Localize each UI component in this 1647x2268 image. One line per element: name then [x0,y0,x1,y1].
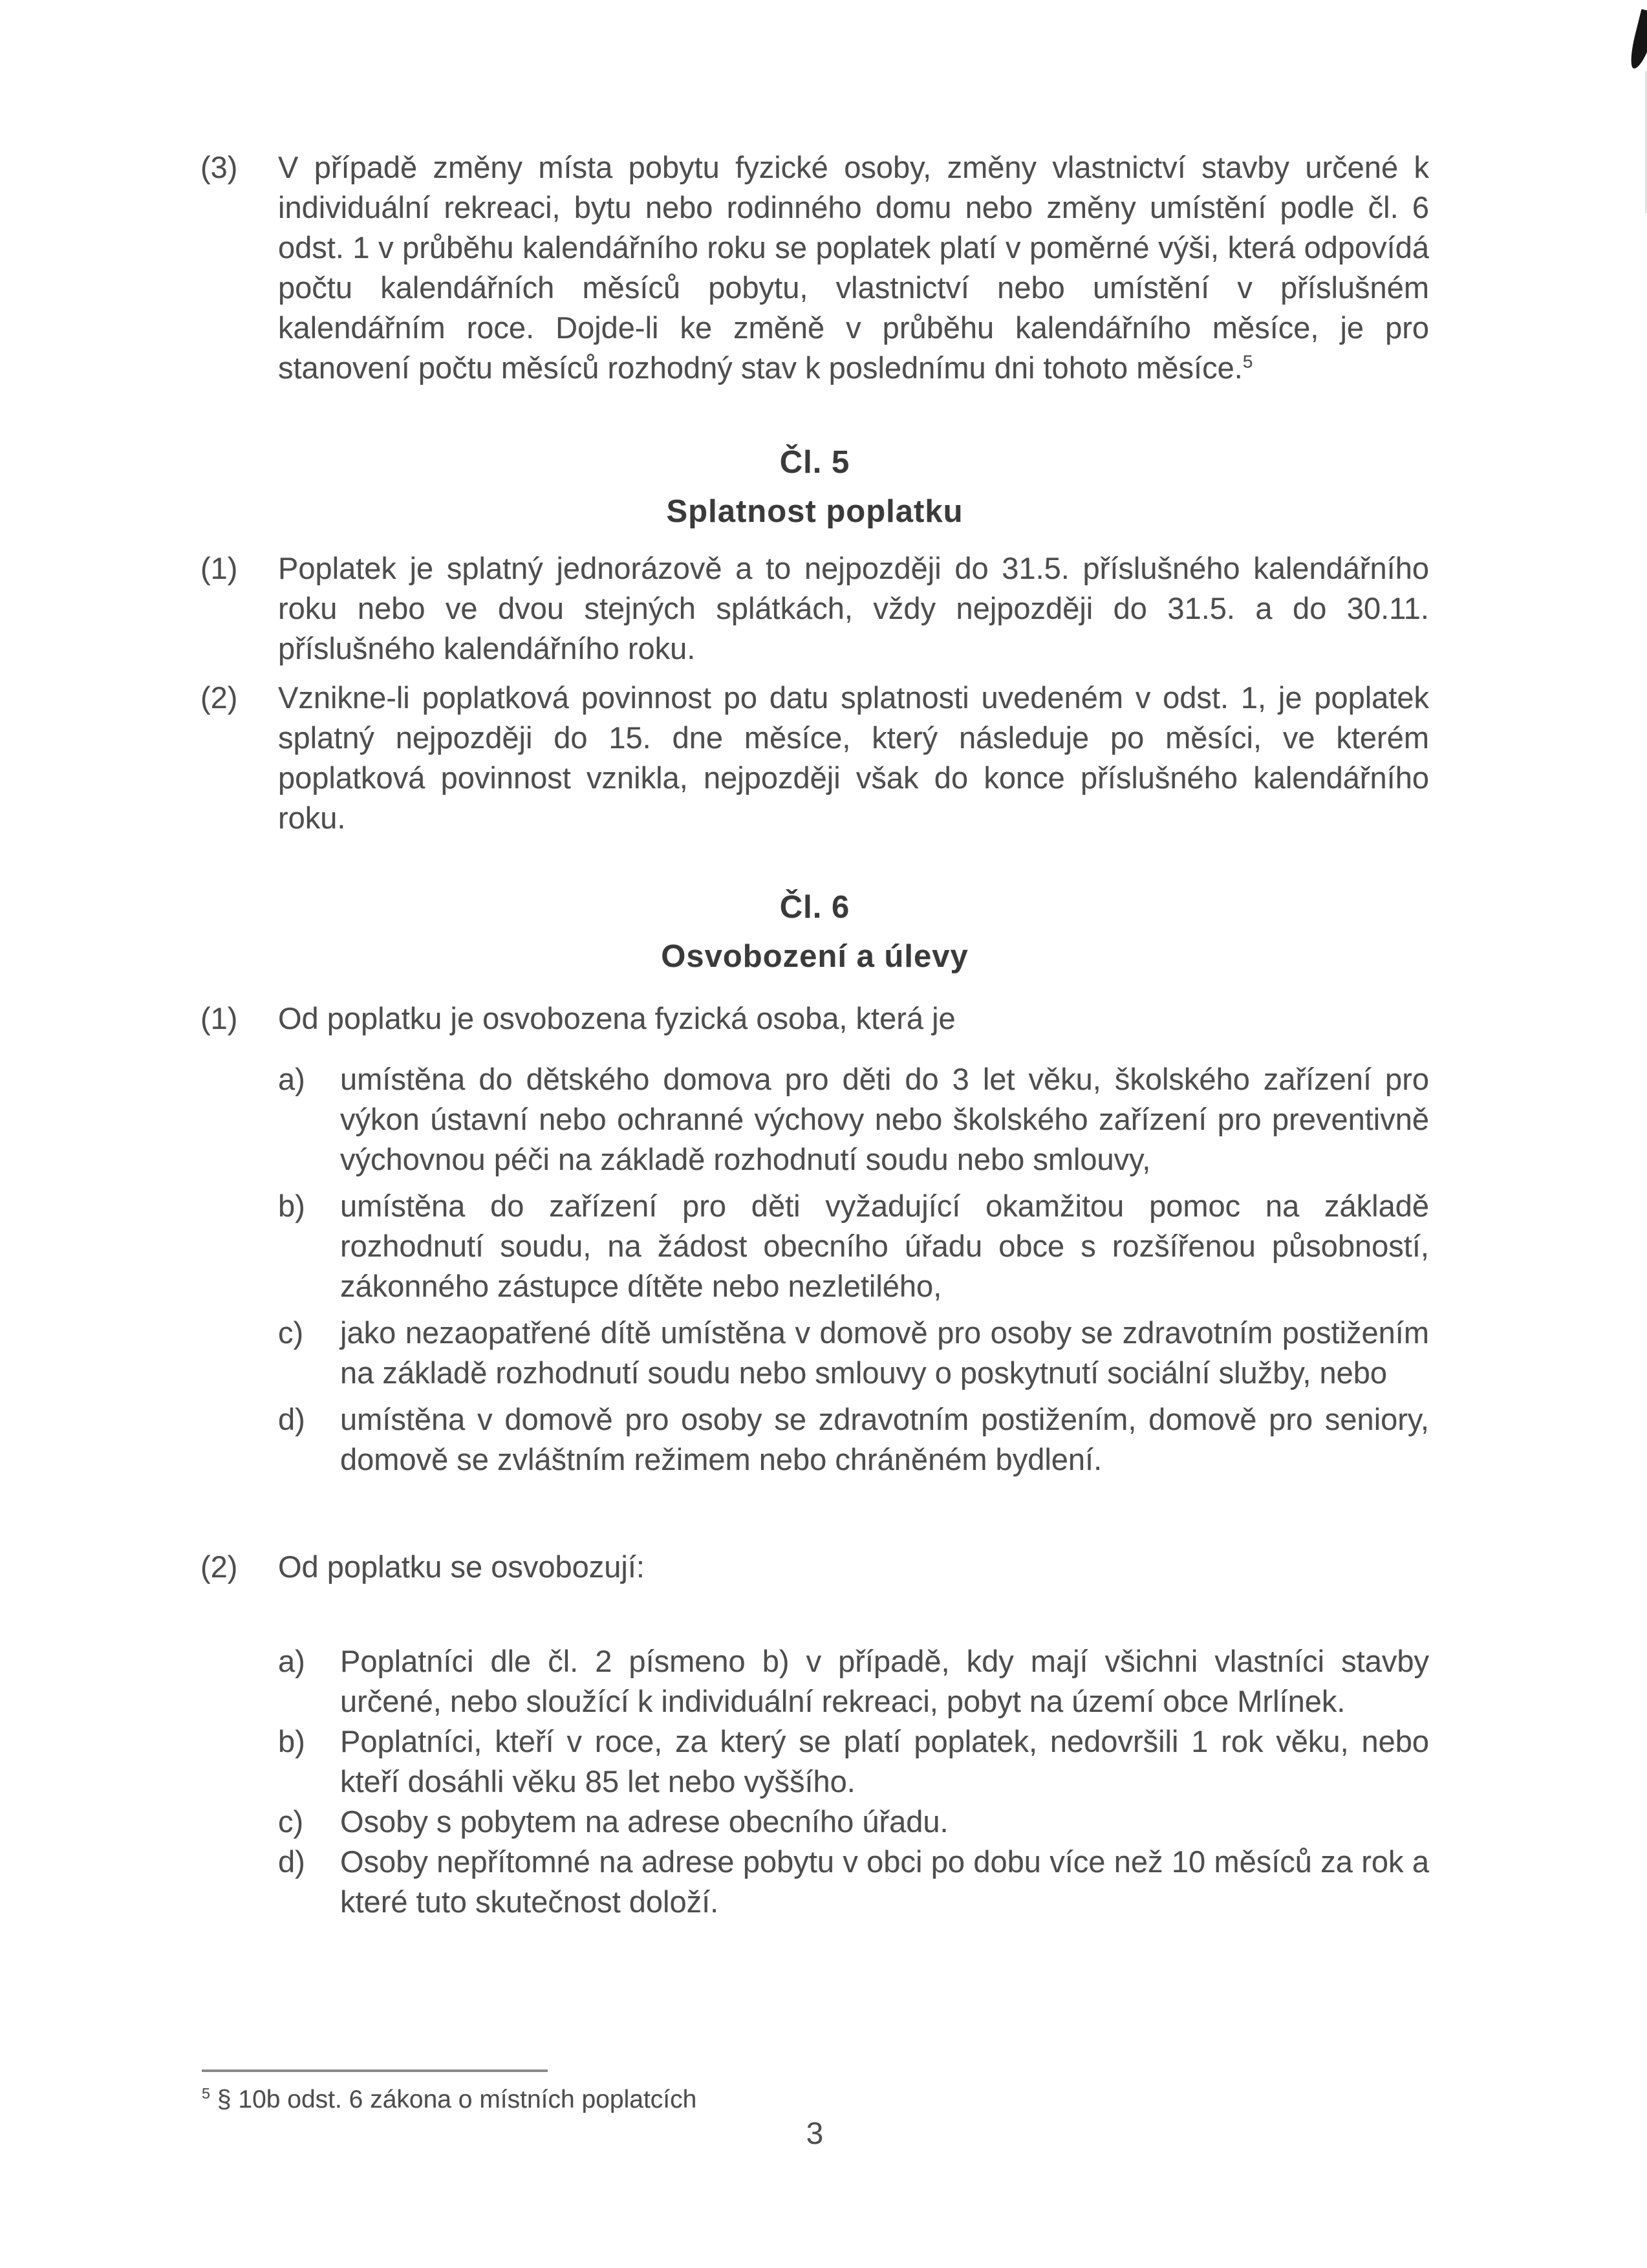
article-6-title: Osvobození a úlevy [661,939,969,974]
sub-d-text: umístěna v domově pro osoby se zdravotním postižením, domově pro seniory, domově se zvláštním režimem nebo chráněném bydlení. [340,1402,1429,1476]
sub-a-marker: a) [278,1062,305,1096]
article-5-item-1 [200,548,1429,669]
article-5-item-2-marker: (2) [200,680,238,715]
article-6-item-1-sub-b [278,1186,1429,1306]
footnote-separator-rule [202,2069,548,2072]
sub2-b-marker: b) [278,1724,305,1758]
sub2-a-text: Poplatníci dle čl. 2 písmeno b) v případě, kdy mají všichni vlastníci stavby určené, nebo sloužící k individuální rekreaci, pobyt na území obce Mrlínek. [340,1644,1429,1718]
article-6-item-2-sub-b [278,1722,1429,1802]
article-6-item-1-sub-c [278,1313,1429,1393]
sub2-c-text: Osoby s pobytem na adrese obecního úřadu. [340,1804,949,1839]
footnote-reference-5: 5 [1242,351,1253,372]
article-5-title: Splatnost poplatku [666,494,963,529]
article-5-item-1-text: Poplatek je splatný jednorázově a to nejpozději do 31.5. příslušného kalendářního roku nebo ve dvou stejných splátkách, vždy nejpozději do 31.5. a do 30.11. příslušného kalendářního roku. [278,551,1429,665]
paragraph-3-marker: (3) [200,150,238,184]
article-6-item-1-sub-d [278,1399,1429,1480]
sub2-c-marker: c) [278,1804,304,1839]
sub2-a-marker: a) [278,1644,305,1678]
sub2-d-text: Osoby nepřítomné na adrese pobytu v obci po dobu více než 10 měsíců za rok a které tuto skutečnost doloží. [340,1844,1429,1919]
page-content [200,147,1429,1922]
article-5-item-1-marker: (1) [200,551,238,585]
article-6-number: Čl. 6 [779,890,850,925]
article-5-number: Čl. 5 [779,445,850,480]
paragraph-3-text [278,147,1429,388]
paragraph-3 [200,147,1429,388]
article-6-item-2-marker: (2) [200,1550,238,1584]
paragraph-3-body: V případě změny místa pobytu fyzické osoby, změny vlastnictví stavby určené k individuální rekreaci, bytu nebo rodinného domu nebo změny umístění podle čl. 6 odst. 1 v průběhu kalendářního roku se poplatek platí v poměrné výši, která odpovídá počtu kalendářních měsíců pobytu, vlastnictví nebo umístění v příslušném kalendářním roce. Dojde-li ke změně v průběhu kalendářního měsíce, je pro stanovení počtu měsíců rozhodný stav k poslednímu dni tohoto měsíce. [278,150,1429,385]
sub2-d-marker: d) [278,1844,305,1879]
article-6-item-2-sub-c [278,1802,1429,1842]
article-6-item-1-marker: (1) [200,1001,238,1035]
footnote [202,2084,696,2116]
article-6-item-2 [200,1547,1429,1587]
article-5-item-2 [200,678,1429,838]
article-6-item-1 [200,999,1429,1039]
article-6-item-1-sub-a [278,1059,1429,1180]
article-6-item-2-sub-a [278,1641,1429,1722]
sub-d-marker: d) [278,1402,305,1436]
footnote-text: § 10b odst. 6 zákona o místních poplatcích [217,2086,697,2113]
article-6-item-1-intro: Od poplatku je osvobozena fyzická osoba, která je [278,1001,956,1035]
sub-a-text: umístěna do dětského domova pro děti do 3 let věku, školského zařízení pro výkon ústavní nebo ochranné výchovy nebo školského zařízení pro preventivně výchovnou péči na základě rozhodnutí soudu nebo smlouvy, [340,1062,1429,1176]
sub-c-marker: c) [278,1315,304,1350]
footnote-marker: 5 [202,2085,211,2102]
sub-b-marker: b) [278,1189,305,1223]
scan-corner-artifact [1627,9,1647,71]
sub2-b-text: Poplatníci, kteří v roce, za který se platí poplatek, nedovršili 1 rok věku, nebo kteří dosáhli věku 85 let nebo vyššího. [340,1724,1429,1798]
article-6-item-2-sub-d [278,1842,1429,1922]
sub-b-text: umístěna do zařízení pro děti vyžadující okamžitou pomoc na základě rozhodnutí soudu, na žádost obecního úřadu obce s rozšířenou působností, zákonného zástupce dítěte nebo nezletilého, [340,1189,1429,1303]
article-6-item-2-intro: Od poplatku se osvobozují: [278,1550,645,1584]
sub-c-text: jako nezaopatřené dítě umístěna v domově pro osoby se zdravotním postižením na základě rozhodnutí soudu nebo smlouvy o poskytnutí sociální služby, nebo [340,1315,1429,1390]
page-number: 3 [806,2117,824,2151]
article-5-item-2-text: Vznikne-li poplatková povinnost po datu splatnosti uvedeném v odst. 1, je poplatek splatný nejpozději do 15. dne měsíce, který následuje po měsíci, ve kterém poplatková povinnost vznikla, nejpozději však do konce příslušného kalendářního roku. [278,680,1429,835]
